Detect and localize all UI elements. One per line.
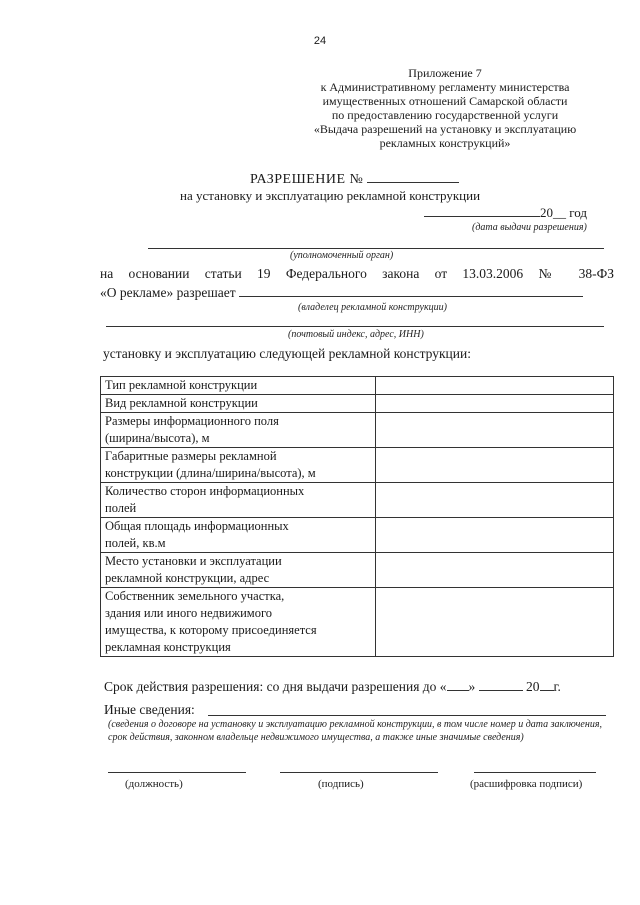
permit-number-blank[interactable] [367, 170, 459, 183]
issue-date-caption: (дата выдачи разрешения) [472, 222, 587, 233]
issue-date-blank[interactable] [424, 204, 540, 217]
legal-basis-line: на основании статьи 19 Федерального закона от 13.03.2006 № 38-ФЗ [100, 266, 614, 281]
row-label: Собственник земельного участка, здания или иного недвижимого имущества, к которому присоединяется рекламная конструкция [101, 588, 376, 657]
row-value-cell[interactable] [376, 518, 614, 553]
page-number: 24 [313, 35, 327, 47]
appendix-line: имущественных отношений Самарской области [322, 94, 568, 108]
document-subtitle: на установку и эксплуатацию рекламной конструкции [180, 188, 481, 203]
position-field[interactable] [108, 772, 246, 773]
appendix-line: «Выдача разрешений на установку и эксплуатацию [313, 122, 577, 136]
appendix-line: Приложение 7 [408, 66, 482, 80]
validity-year-prefix: 20 [526, 679, 540, 694]
address-caption: (почтовый индекс, адрес, ИНН) [288, 329, 424, 340]
row-value-cell[interactable] [376, 448, 614, 483]
table-row [101, 413, 614, 448]
table-row [101, 588, 614, 657]
row-label: Количество сторон информационных полей [101, 483, 376, 518]
other-info-label: Иные сведения: [104, 702, 195, 717]
address-field[interactable] [106, 326, 604, 327]
validity-day-blank[interactable] [447, 678, 469, 691]
table-row [101, 518, 614, 553]
validity-line [104, 678, 561, 695]
document-title [250, 170, 459, 188]
intro-text: установку и эксплуатацию следующей рекламной конструкции: [103, 346, 471, 361]
authority-caption: (уполномоченный орган) [290, 250, 394, 261]
date-suffix: 20__ год [540, 205, 587, 220]
row-value-cell[interactable] [376, 377, 614, 395]
table-row [101, 395, 614, 413]
legal-basis-line-2 [100, 284, 583, 301]
validity-quote-close: » [468, 679, 476, 694]
validity-month-blank[interactable] [479, 678, 523, 691]
validity-prefix: Срок действия разрешения: со дня выдачи разрешения до « [104, 679, 447, 694]
appendix-line: по предоставлению государственной услуги [331, 108, 559, 122]
row-value-cell[interactable] [376, 413, 614, 448]
row-value-cell[interactable] [376, 553, 614, 588]
row-label: Габаритные размеры рекламной конструкции (длина/ширина/высота), м [101, 448, 376, 483]
table-row [101, 553, 614, 588]
issue-date-line [424, 204, 587, 221]
row-label: Размеры информационного поля (ширина/высота), м [101, 413, 376, 448]
other-info-caption: (сведения о договоре на установку и эксплуатацию рекламной конструкции, в том числе номер и дата заключения, срок действия, законном владельце недвижимого имущества, а также иные значимые сведения) [108, 719, 602, 743]
owner-caption: (владелец рекламной конструкции) [298, 302, 447, 313]
title-text: РАЗРЕШЕНИЕ № [250, 172, 364, 187]
row-value-cell[interactable] [376, 483, 614, 518]
signature-decoding-field[interactable] [474, 772, 596, 773]
validity-year-suffix: г. [553, 679, 561, 694]
authority-field[interactable] [148, 248, 604, 249]
owner-field[interactable] [239, 284, 583, 297]
appendix-line: рекламных конструкций» [379, 136, 511, 150]
appendix-note [310, 66, 580, 150]
row-label: Вид рекламной конструкции [101, 395, 376, 413]
row-label: Место установки и эксплуатации рекламной конструкции, адрес [101, 553, 376, 588]
validity-year-blank[interactable] [540, 678, 554, 691]
advertising-structure-table [100, 376, 614, 657]
table-row [101, 483, 614, 518]
table-row [101, 448, 614, 483]
row-value-cell[interactable] [376, 588, 614, 657]
signature-caption: (подпись) [318, 778, 364, 790]
appendix-line: к Административному регламенту министерства [320, 80, 570, 94]
permits-text: «О рекламе» разрешает [100, 285, 236, 300]
row-value-cell[interactable] [376, 395, 614, 413]
signature-decoding-caption: (расшифровка подписи) [470, 778, 583, 790]
table-row [101, 377, 614, 395]
row-label: Тип рекламной конструкции [101, 377, 376, 395]
signature-field[interactable] [280, 772, 438, 773]
other-info-field[interactable] [208, 715, 606, 716]
position-caption: (должность) [125, 778, 183, 790]
row-label: Общая площадь информационных полей, кв.м [101, 518, 376, 553]
